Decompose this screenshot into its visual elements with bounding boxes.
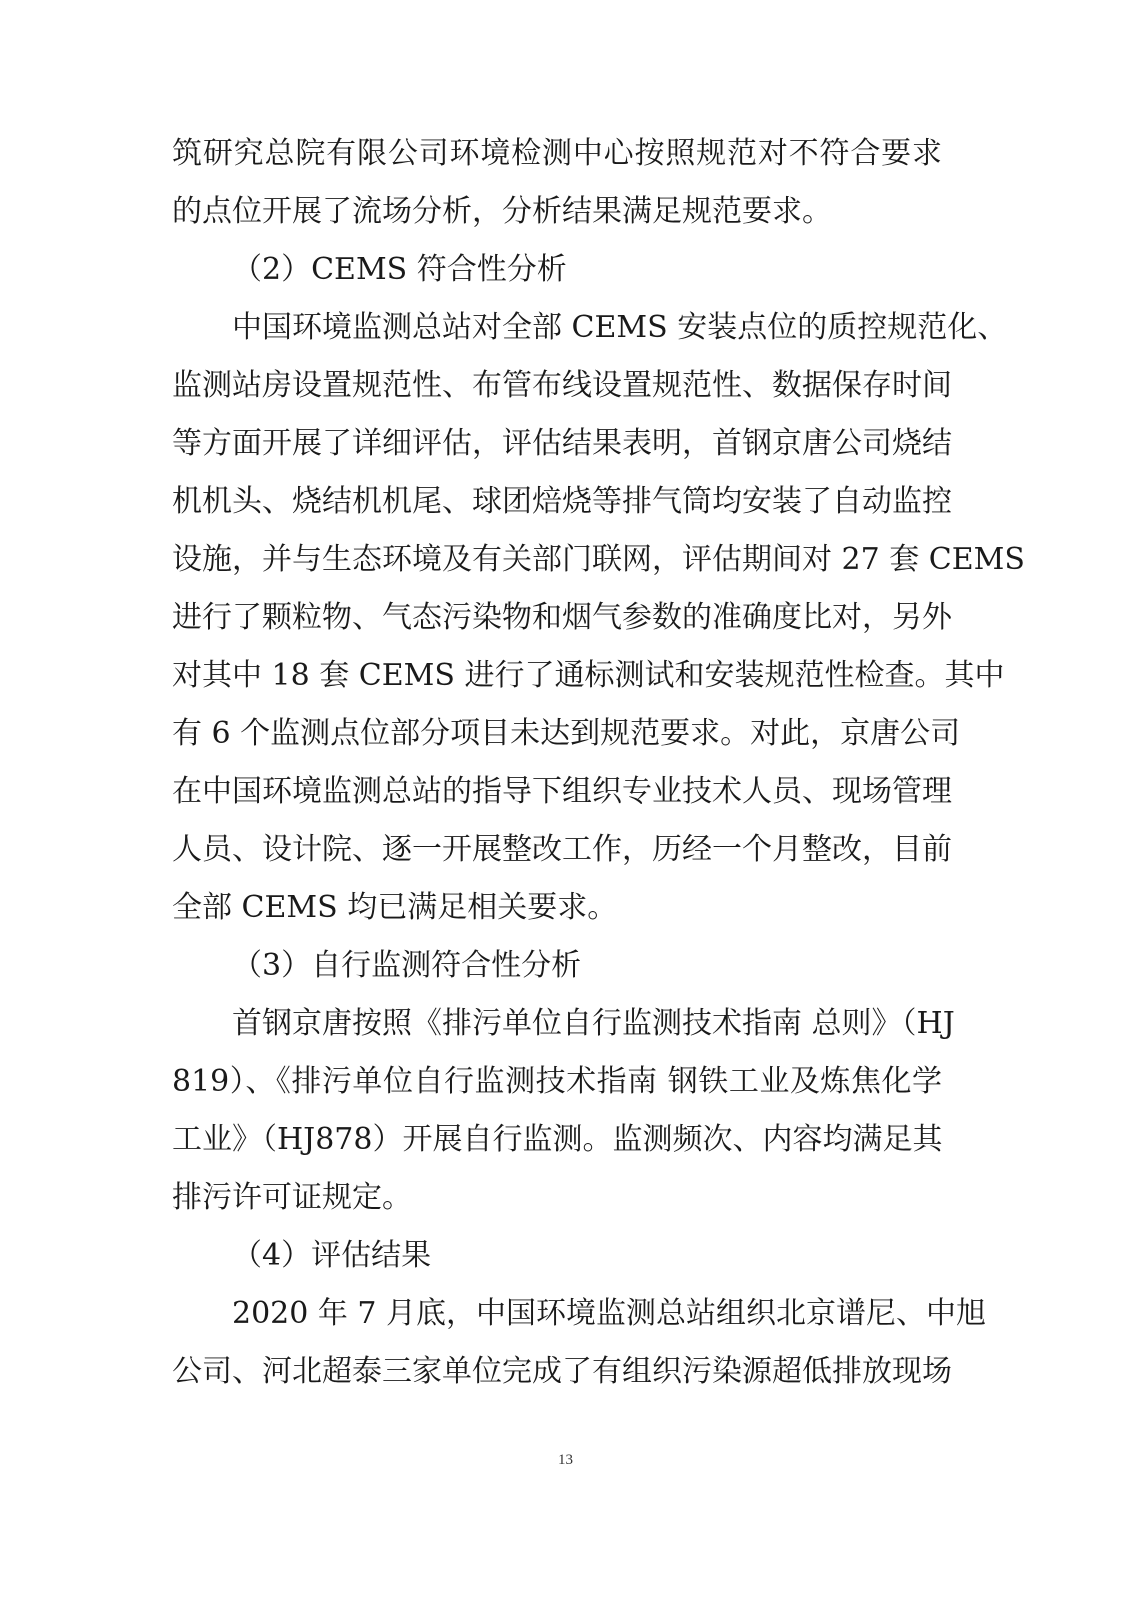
text-line: 的点位开展了流场分析，分析结果满足规范要求。 <box>172 194 832 229</box>
text-line: 对其中 18 套 CEMS 进行了通标测试和安装规范性检查。其中 <box>172 658 1005 693</box>
text-line: 首钢京唐按照《排污单位自行监测技术指南 总则》（HJ <box>232 1006 955 1041</box>
section-heading-cems: （2）CEMS 符合性分析 <box>232 252 567 287</box>
page-number: 13 <box>558 1452 573 1468</box>
section-heading-self-monitoring: （3）自行监测符合性分析 <box>232 948 582 983</box>
text-line: 2020 年 7 月底，中国环境监测总站组织北京谱尼、中旭 <box>232 1296 987 1331</box>
text-line: 中国环境监测总站对全部 CEMS 安装点位的质控规范化、 <box>232 310 1008 345</box>
text-line: 有 6 个监测点位部分项目未达到规范要求。对此，京唐公司 <box>172 716 961 751</box>
section-heading-results: （4）评估结果 <box>232 1238 432 1273</box>
text-line: 进行了颗粒物、气态污染物和烟气参数的准确度比对，另外 <box>172 600 952 635</box>
text-line: 819）、《排污单位自行监测技术指南 钢铁工业及炼焦化学 <box>172 1064 942 1099</box>
text-line: 全部 CEMS 均已满足相关要求。 <box>172 890 618 925</box>
text-line: 排污许可证规定。 <box>172 1180 412 1215</box>
text-line: 公司、河北超泰三家单位完成了有组织污染源超低排放现场 <box>172 1354 952 1389</box>
text-line: 等方面开展了详细评估，评估结果表明，首钢京唐公司烧结 <box>172 426 952 461</box>
text-line: 工业》（HJ878）开展自行监测。监测频次、内容均满足其 <box>172 1122 943 1157</box>
text-line: 机机头、烧结机机尾、球团焙烧等排气筒均安装了自动监控 <box>172 484 952 519</box>
text-line: 人员、设计院、逐一开展整改工作，历经一个月整改，目前 <box>172 832 952 867</box>
text-line: 设施，并与生态环境及有关部门联网，评估期间对 27 套 CEMS <box>172 542 1025 577</box>
text-line: 筑研究总院有限公司环境检测中心按照规范对不符合要求 <box>172 136 942 171</box>
text-line: 在中国环境监测总站的指导下组织专业技术人员、现场管理 <box>172 774 952 809</box>
text-line: 监测站房设置规范性、布管布线设置规范性、数据保存时间 <box>172 368 952 403</box>
